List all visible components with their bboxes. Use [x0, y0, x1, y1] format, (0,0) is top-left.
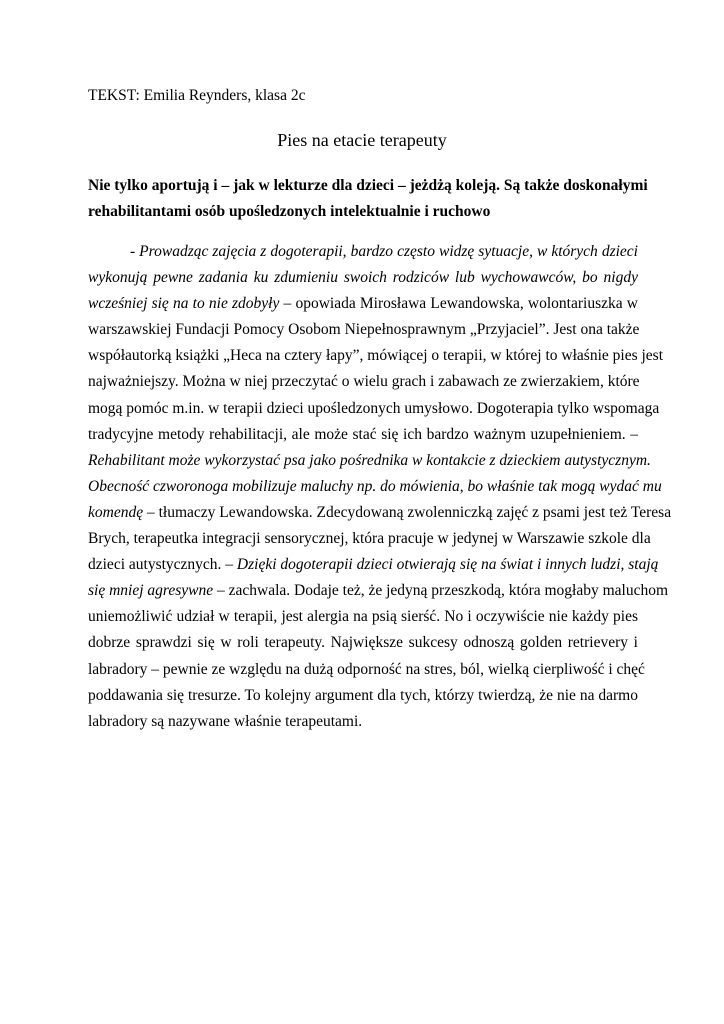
body-line [88, 239, 638, 265]
article-title: Pies na etacie terapeuty [277, 130, 447, 150]
lead-line: Nie tylko aportują i – jak w lekturze dla dzieci – jeżdżą koleją. Są także doskonałymi [88, 177, 648, 194]
body-line [88, 265, 638, 291]
quote-text: Rehabilitant może wykorzystać psa jako pośrednika w kontakcie z dzieckiem autystycznym. [88, 451, 651, 469]
body-line [88, 552, 659, 578]
body-line [88, 578, 669, 604]
lead-line: rehabilitantami osób upośledzonych intelektualnie i ruchowo [88, 203, 491, 220]
quote-text: wykonują pewne zadania ku zdumieniu swoich rodziców lub wychowawców, bo nigdy [88, 269, 638, 287]
body-line [88, 291, 638, 317]
body-text-run: – opowiada Mirosława Lewandowska, wolontariuszka w [279, 295, 638, 313]
quote-text: się mniej agresywne [88, 582, 214, 600]
body-line: dobrze sprawdzi się w roli terapeuty. Największe sukcesy odnoszą golden retrievery i [88, 634, 638, 652]
body-line: poddawania się tresurze. To kolejny argument dla tych, którzy twierdzą, że nie na darmo [88, 686, 638, 704]
body-line: Brych, terapeutka integracji sensorycznej, która pracuje w jedynej w Warszawie szkole dla [88, 530, 651, 548]
quote-text: wcześniej się na to nie zdobyły [88, 295, 280, 313]
body-text-run: dzieci autystycznych. – [88, 556, 237, 574]
body-line: współautorką książki „Heca na cztery łapy”, mówiącej o terapii, w której to właśnie pies jest [88, 347, 664, 365]
article-byline: TEKST: Emilia Reynders, klasa 2c [88, 87, 306, 104]
body-line [88, 474, 662, 500]
quote-text: Obecność czworonoga mobilizuje maluchy np. do mówienia, bo właśnie tak mogą wydać mu [88, 477, 662, 495]
body-line: najważniejszy. Można w niej przeczytać o wielu grach i zabawach ze zwierzakiem, które [88, 373, 640, 391]
body-line: uniemożliwić udział w terapii, jest alergia na psią sierść. No i oczywiście nie każdy pies [88, 608, 638, 626]
body-line [88, 448, 651, 474]
quote-text: - Prowadząc zajęcia z dogoterapii, bardzo często widzę sytuacje, w których dzieci [130, 243, 638, 260]
body-line: labradory są nazywane właśnie terapeutami. [88, 712, 363, 730]
body-line [88, 500, 672, 526]
body-text-run: – zachwala. Dodaje też, że jedyną przeszkodą, która mogłaby maluchom [213, 582, 669, 600]
body-line: mogą pomóc m.in. w terapii dzieci upośledzonych umysłowo. Dogoterapia tylko wspomaga [88, 399, 660, 417]
article-lead [88, 173, 648, 225]
quote-text: komendę [88, 503, 144, 521]
quote-text: Dzięki dogoterapii dzieci otwierają się na świat i innych ludzi, stają [236, 556, 659, 574]
body-line: warszawskiej Fundacji Pomocy Osobom Niepełnosprawnym „Przyjaciel”. Jest ona także [88, 321, 640, 339]
body-line: tradycyjne metody rehabilitacji, ale może stać się ich bardzo ważnym uzupełnieniem. – [88, 425, 638, 443]
body-line: labradory – pewnie ze względu na dużą odporność na stres, ból, wielką cierpliwość i chęć [88, 660, 645, 678]
article-body [88, 239, 672, 735]
body-text-run: – tłumaczy Lewandowska. Zdecydowaną zwolenniczką zajęć z psami jest też Teresa [143, 503, 672, 521]
